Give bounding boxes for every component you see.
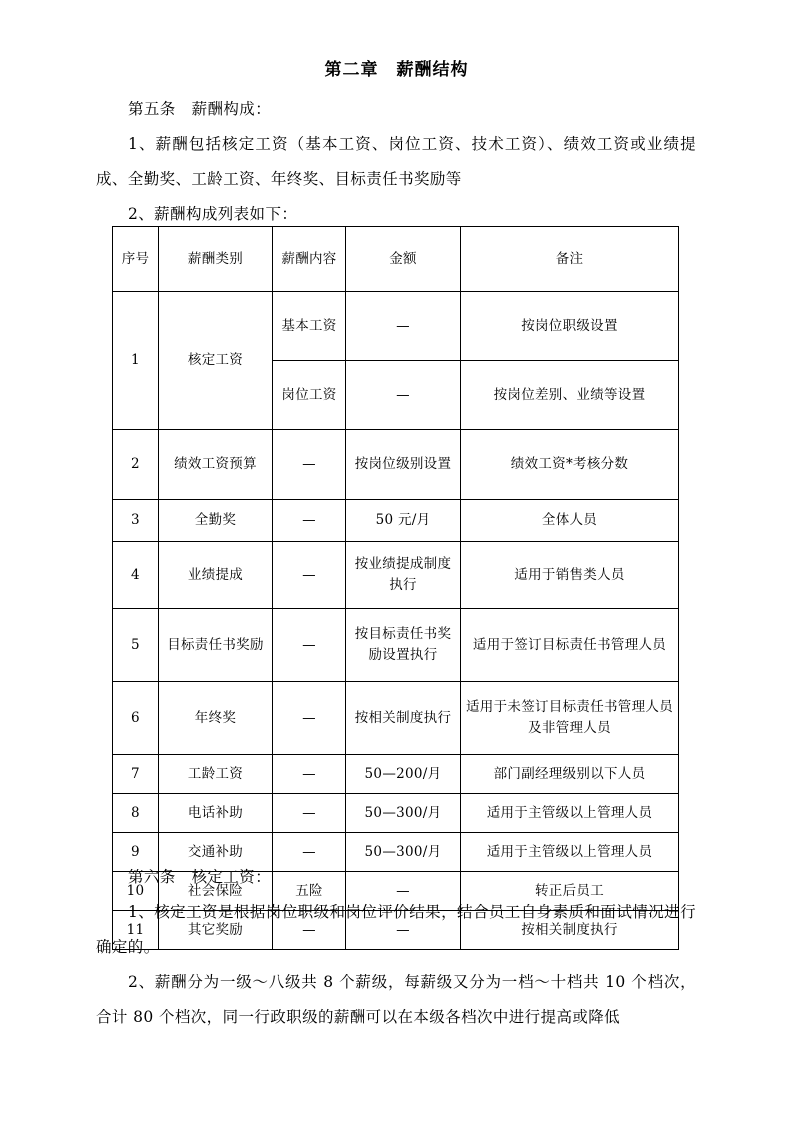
cell-amount: 按相关制度执行 xyxy=(346,682,461,755)
cell-no: 7 xyxy=(113,755,159,794)
table-row xyxy=(113,755,679,794)
cell-category: 工龄工资 xyxy=(159,755,273,794)
cell-no: 6 xyxy=(113,682,159,755)
header-category: 薪酬类别 xyxy=(159,227,273,292)
cell-item: — xyxy=(273,682,346,755)
table-row xyxy=(113,609,679,682)
cell-no: 1 xyxy=(113,292,159,430)
cell-no: 10 xyxy=(113,872,159,911)
cell-amount: — xyxy=(346,872,461,911)
cell-no: 9 xyxy=(113,833,159,872)
cell-note: 绩效工资*考核分数 xyxy=(461,430,679,500)
cell-note: 转正后员工 xyxy=(461,872,679,911)
cell-category: 其它奖励 xyxy=(159,911,273,950)
cell-no: 3 xyxy=(113,500,159,542)
cell-category: 全勤奖 xyxy=(159,500,273,542)
cell-item: — xyxy=(273,430,346,500)
cell-amount: — xyxy=(346,292,461,361)
page-title: 第二章 薪酬结构 xyxy=(324,60,469,80)
cell-amount: 按目标责任书奖励设置执行 xyxy=(346,609,461,682)
article-five-item-1: 1、薪酬包括核定工资（基本工资、岗位工资、技术工资）、绩效工资或业绩提成、全勤奖、工龄工资、年终奖、目标责任书奖励等 xyxy=(96,135,696,188)
cell-category: 绩效工资预算 xyxy=(159,430,273,500)
cell-category: 目标责任书奖励 xyxy=(159,609,273,682)
cell-no: 8 xyxy=(113,794,159,833)
cell-note: 适用于未签订目标责任书管理人员及非管理人员 xyxy=(461,682,679,755)
cell-note: 部门副经理级别以下人员 xyxy=(461,755,679,794)
cell-item: 岗位工资 xyxy=(273,361,346,430)
article-six-item-1: 1、核定工资是根据岗位职级和岗位评价结果，结合员工自身素质和面试情况进行确定的。 xyxy=(96,903,696,956)
cell-no: 2 xyxy=(113,430,159,500)
header-item: 薪酬内容 xyxy=(273,227,346,292)
table-row xyxy=(113,430,679,500)
cell-category: 社会保险 xyxy=(159,872,273,911)
cell-category: 核定工资 xyxy=(159,292,273,430)
cell-note: 按岗位职级设置 xyxy=(461,292,679,361)
cell-category: 交通补助 xyxy=(159,833,273,872)
header-note: 备注 xyxy=(461,227,679,292)
cell-item: — xyxy=(273,911,346,950)
table-row xyxy=(113,500,679,542)
table-row xyxy=(113,292,679,361)
cell-note: 按相关制度执行 xyxy=(461,911,679,950)
cell-no: 5 xyxy=(113,609,159,682)
cell-item: 五险 xyxy=(273,872,346,911)
cell-no: 11 xyxy=(113,911,159,950)
cell-note: 适用于主管级以上管理人员 xyxy=(461,833,679,872)
cell-item: — xyxy=(273,500,346,542)
cell-category: 电话补助 xyxy=(159,794,273,833)
cell-amount: — xyxy=(346,911,461,950)
article-five-heading: 第五条 薪酬构成： xyxy=(128,100,272,118)
cell-item: — xyxy=(273,609,346,682)
cell-no: 4 xyxy=(113,542,159,609)
cell-amount: 50 元/月 xyxy=(346,500,461,542)
table-row xyxy=(113,794,679,833)
cell-item: — xyxy=(273,833,346,872)
table-row xyxy=(113,542,679,609)
cell-amount: 50—300/月 xyxy=(346,794,461,833)
cell-item: — xyxy=(273,755,346,794)
cell-note: 适用于主管级以上管理人员 xyxy=(461,794,679,833)
article-six-block xyxy=(96,860,696,1035)
cell-item: 基本工资 xyxy=(273,292,346,361)
cell-note: 按岗位差别、业绩等设置 xyxy=(461,361,679,430)
cell-amount: — xyxy=(346,361,461,430)
article-six-item-2: 2、薪酬分为一级～八级共 8 个薪级，每薪级又分为一档～十档共 10 个档次，合计 80 个档次，同一行政职级的薪酬可以在本级各档次中进行提高或降低 xyxy=(96,973,696,1026)
cell-category: 年终奖 xyxy=(159,682,273,755)
article-six-heading: 第六条 核定工资： xyxy=(128,868,272,886)
salary-structure-table xyxy=(112,226,679,950)
table-row xyxy=(113,682,679,755)
article-five-block xyxy=(96,92,696,232)
cell-item: — xyxy=(273,794,346,833)
cell-amount: 50—300/月 xyxy=(346,833,461,872)
cell-amount: 按岗位级别设置 xyxy=(346,430,461,500)
cell-note: 适用于销售类人员 xyxy=(461,542,679,609)
header-amount: 金额 xyxy=(346,227,461,292)
article-five-item-2: 2、薪酬构成列表如下： xyxy=(128,205,298,223)
header-no: 序号 xyxy=(113,227,159,292)
salary-structure-table-wrap xyxy=(112,226,678,950)
cell-category: 业绩提成 xyxy=(159,542,273,609)
table-header-row xyxy=(113,227,679,292)
cell-item: — xyxy=(273,542,346,609)
cell-amount: 按业绩提成制度执行 xyxy=(346,542,461,609)
cell-amount: 50—200/月 xyxy=(346,755,461,794)
cell-note: 适用于签订目标责任书管理人员 xyxy=(461,609,679,682)
cell-note: 全体人员 xyxy=(461,500,679,542)
